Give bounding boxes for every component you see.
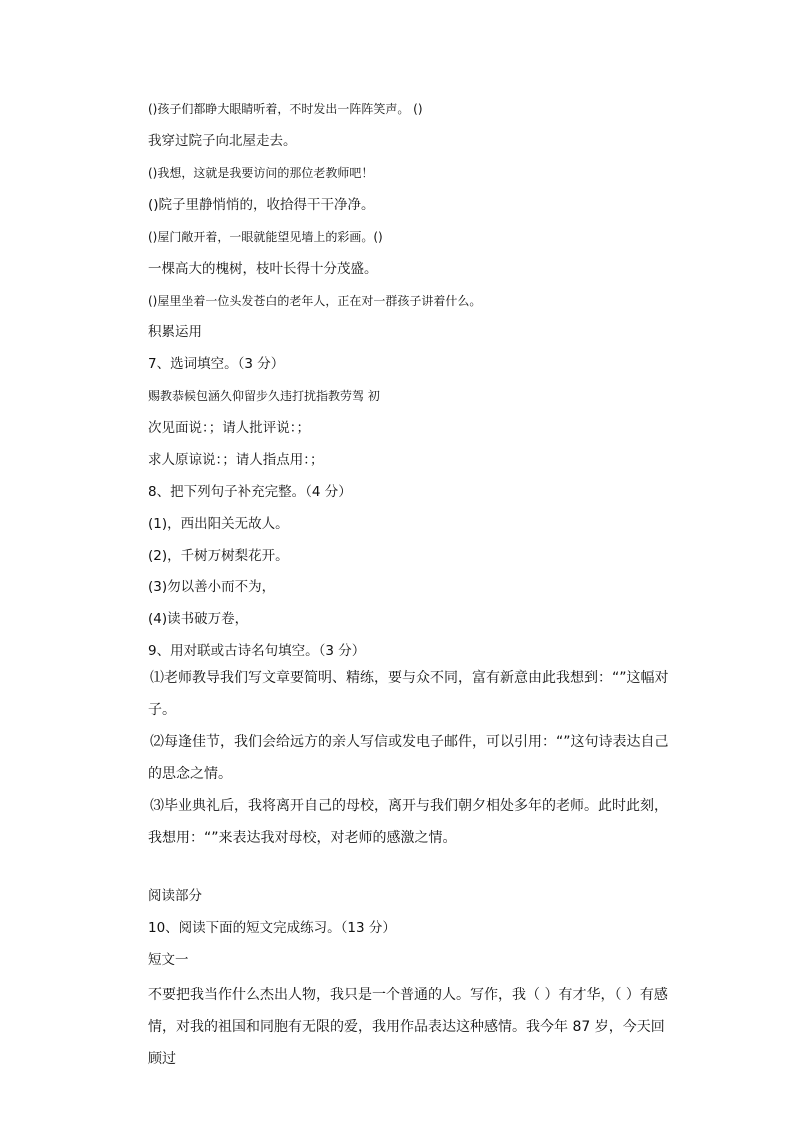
question-heading: 8、把下列句子补充完整。（4 分） (148, 484, 352, 500)
fill-line: (2)，千树万树梨花开。 (148, 548, 289, 564)
question-paragraph: ⑵每逢佳节，我们会给远方的亲人写信或发电子邮件，可以引用：“”这句诗表达自己的思念之情。 (148, 734, 669, 782)
sentence-line: ()孩子们都睁大眼睛听着，不时发出一阵阵笑声。 () (148, 102, 423, 116)
question-heading: 10、阅读下面的短文完成练习。（13 分） (148, 920, 396, 936)
section-heading: 积累运用 (148, 324, 202, 340)
question-paragraph: ⑶毕业典礼后，我将离开自己的母校，离开与我们朝夕相处多年的老师。此时此刻，我想用：“”来表达我对母校，对老师的感激之情。 (148, 798, 668, 846)
fill-line: (1)，西出阳关无故人。 (148, 516, 289, 532)
fill-line: 次见面说：；请人批评说：； (148, 420, 310, 436)
word-bank: 赐教恭候包涵久仰留步久违打扰指教劳驾 初 (148, 389, 380, 403)
sentence-line: ()屋门敞开着，一眼就能望见墙上的彩画。() (148, 230, 383, 244)
sentence-line: ()屋里坐着一位头发苍白的老年人，正在对一群孩子讲着什么。 (148, 294, 482, 308)
sentence-line: 一棵高大的槐树，枝叶长得十分茂盛。 (148, 261, 378, 277)
passage-title: 短文一 (148, 952, 189, 968)
sentence-line: ()院子里静悄悄的，收拾得干干净净。 (148, 197, 375, 213)
fill-line: 求人原谅说：；请人指点用：； (148, 452, 324, 468)
question-heading: 7、选词填空。（3 分） (148, 356, 285, 372)
sentence-line: ()我想，这就是我要访问的那位老教师吧！ (148, 166, 374, 180)
fill-line: (4)读书破万卷， (148, 611, 249, 627)
sentence-line: 我穿过院子向北屋走去。 (148, 133, 297, 149)
section-heading: 阅读部分 (148, 888, 202, 904)
passage-paragraph: 不要把我当作什么杰出人物，我只是一个普通的人。写作，我（ ）有才华，（ ）有感情，对我的祖国和同胞有无限的爱，我用作品表达这种感情。我今年 87 岁，今天回顾过 (148, 987, 668, 1067)
question-paragraph: ⑴老师教导我们写文章要简明、精练，要与众不同，富有新意由此我想到：“”这幅对子。 (148, 670, 669, 718)
question-heading: 9、用对联或古诗名句填空。（3 分） (148, 643, 366, 659)
fill-line: (3)勿以善小而不为， (148, 579, 276, 595)
